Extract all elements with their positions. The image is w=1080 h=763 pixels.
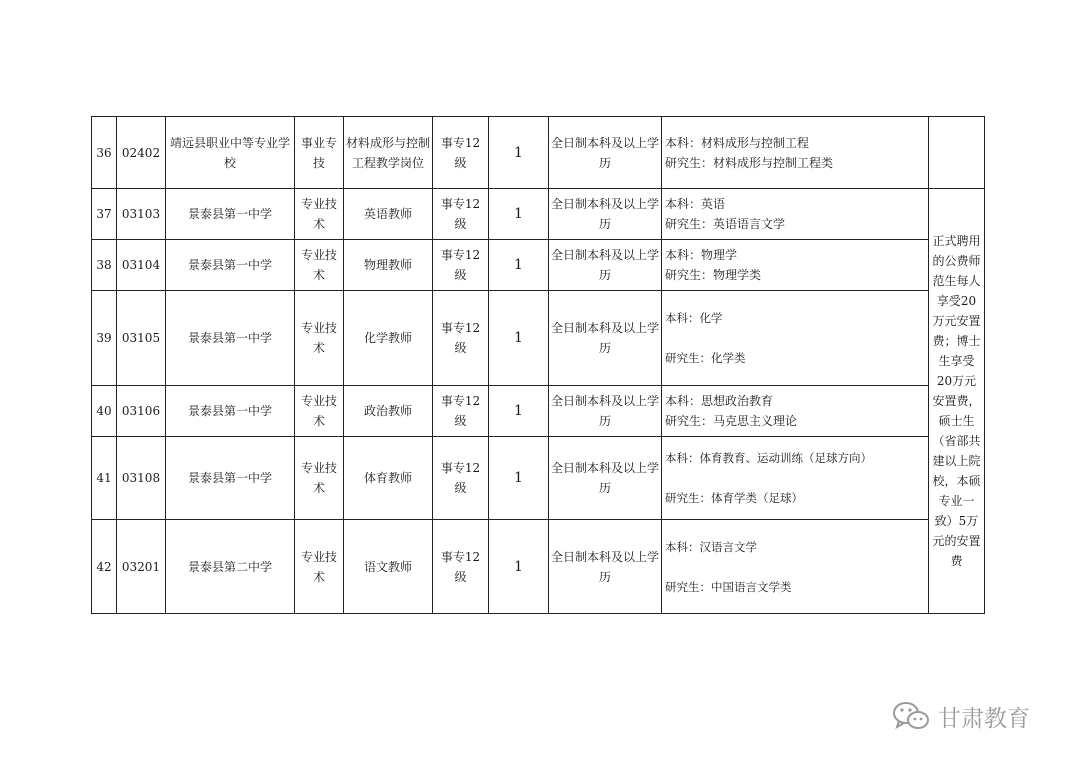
requirement-cell (662, 189, 929, 240)
grade-cell: 事专12级 (433, 386, 489, 437)
code-cell: 03103 (117, 189, 166, 240)
grade-cell: 事专12级 (433, 291, 489, 386)
seq-cell: 39 (92, 291, 117, 386)
position-cell: 英语教师 (344, 189, 433, 240)
recruitment-table (91, 116, 985, 614)
requirement-cell (662, 386, 929, 437)
seq-cell: 42 (92, 520, 117, 614)
education-cell: 全日制本科及以上学历 (549, 386, 662, 437)
type-cell: 专业技术 (295, 520, 344, 614)
unit-cell: 景泰县第一中学 (166, 240, 295, 291)
req-bachelor: 本科：物理学 (665, 248, 738, 262)
seq-cell: 36 (92, 117, 117, 189)
seq-cell: 41 (92, 437, 117, 520)
req-master: 研究生：马克思主义理论 (665, 414, 798, 428)
type-cell: 专业技术 (295, 240, 344, 291)
table-row (92, 291, 985, 386)
requirement-cell (662, 520, 929, 614)
grade-cell: 事专12级 (433, 189, 489, 240)
req-master: 研究生：英语语言文学 (665, 217, 786, 231)
grade-cell: 事专12级 (433, 240, 489, 291)
education-cell: 全日制本科及以上学历 (549, 189, 662, 240)
table-row (92, 189, 985, 240)
education-cell: 全日制本科及以上学历 (549, 437, 662, 520)
position-cell: 物理教师 (344, 240, 433, 291)
req-master: 研究生：化学类 (665, 351, 746, 365)
type-cell: 事业专技 (295, 117, 344, 189)
table-row (92, 437, 985, 520)
unit-cell: 靖远县职业中等专业学校 (166, 117, 295, 189)
req-bachelor: 本科：体育教育、运动训练（足球方向） (665, 451, 872, 465)
unit-cell: 景泰县第二中学 (166, 520, 295, 614)
education-cell: 全日制本科及以上学历 (549, 117, 662, 189)
count-cell: 1 (489, 520, 549, 614)
count-cell: 1 (489, 437, 549, 520)
wechat-icon (892, 700, 930, 732)
code-cell: 03108 (117, 437, 166, 520)
education-cell: 全日制本科及以上学历 (549, 240, 662, 291)
type-cell: 专业技术 (295, 437, 344, 520)
req-master: 研究生：材料成形与控制工程类 (665, 155, 834, 170)
seq-cell: 40 (92, 386, 117, 437)
req-bachelor: 本科：化学 (665, 311, 723, 325)
req-bachelor: 本科：汉语言文学 (665, 539, 757, 554)
req-master: 研究生：体育学类（足球） (665, 491, 803, 505)
requirement-cell (662, 240, 929, 291)
type-cell: 专业技术 (295, 189, 344, 240)
table-row (92, 520, 985, 614)
note-cell: 正式聘用的公费师范生每人享受20万元安置费；博士生享受20万元安置费，硕士生（省部共建以上院校，本硕专业一致）5万元的安置费 (929, 189, 985, 614)
position-cell: 材料成形与控制工程教学岗位 (344, 117, 433, 189)
position-cell: 政治教师 (344, 386, 433, 437)
requirement-cell (662, 291, 929, 386)
position-cell: 化学教师 (344, 291, 433, 386)
code-cell: 03201 (117, 520, 166, 614)
position-cell: 体育教师 (344, 437, 433, 520)
grade-cell: 事专12级 (433, 520, 489, 614)
count-cell: 1 (489, 117, 549, 189)
count-cell: 1 (489, 291, 549, 386)
count-cell: 1 (489, 240, 549, 291)
grade-cell: 事专12级 (433, 117, 489, 189)
grade-cell: 事专12级 (433, 437, 489, 520)
unit-cell: 景泰县第一中学 (166, 386, 295, 437)
table-row (92, 386, 985, 437)
table-row (92, 240, 985, 291)
education-cell: 全日制本科及以上学历 (549, 291, 662, 386)
count-cell: 1 (489, 386, 549, 437)
req-master: 研究生：物理学类 (665, 268, 762, 282)
requirement-cell (662, 437, 929, 520)
requirement-cell (662, 117, 929, 189)
note-cell-empty (929, 117, 985, 189)
unit-cell: 景泰县第一中学 (166, 189, 295, 240)
code-cell: 03105 (117, 291, 166, 386)
req-bachelor: 本科：材料成形与控制工程 (665, 135, 810, 150)
req-master: 研究生：中国语言文学类 (665, 579, 792, 594)
type-cell: 专业技术 (295, 386, 344, 437)
unit-cell: 景泰县第一中学 (166, 291, 295, 386)
code-cell: 02402 (117, 117, 166, 189)
seq-cell: 38 (92, 240, 117, 291)
count-cell: 1 (489, 189, 549, 240)
watermark-text: 甘肃教育 (938, 705, 1030, 732)
position-cell: 语文教师 (344, 520, 433, 614)
watermark (892, 698, 1030, 734)
table-row (92, 117, 985, 189)
code-cell: 03104 (117, 240, 166, 291)
code-cell: 03106 (117, 386, 166, 437)
type-cell: 专业技术 (295, 291, 344, 386)
education-cell: 全日制本科及以上学历 (549, 520, 662, 614)
req-bachelor: 本科：思想政治教育 (665, 394, 774, 408)
seq-cell: 37 (92, 189, 117, 240)
req-bachelor: 本科：英语 (665, 197, 726, 211)
unit-cell: 景泰县第一中学 (166, 437, 295, 520)
